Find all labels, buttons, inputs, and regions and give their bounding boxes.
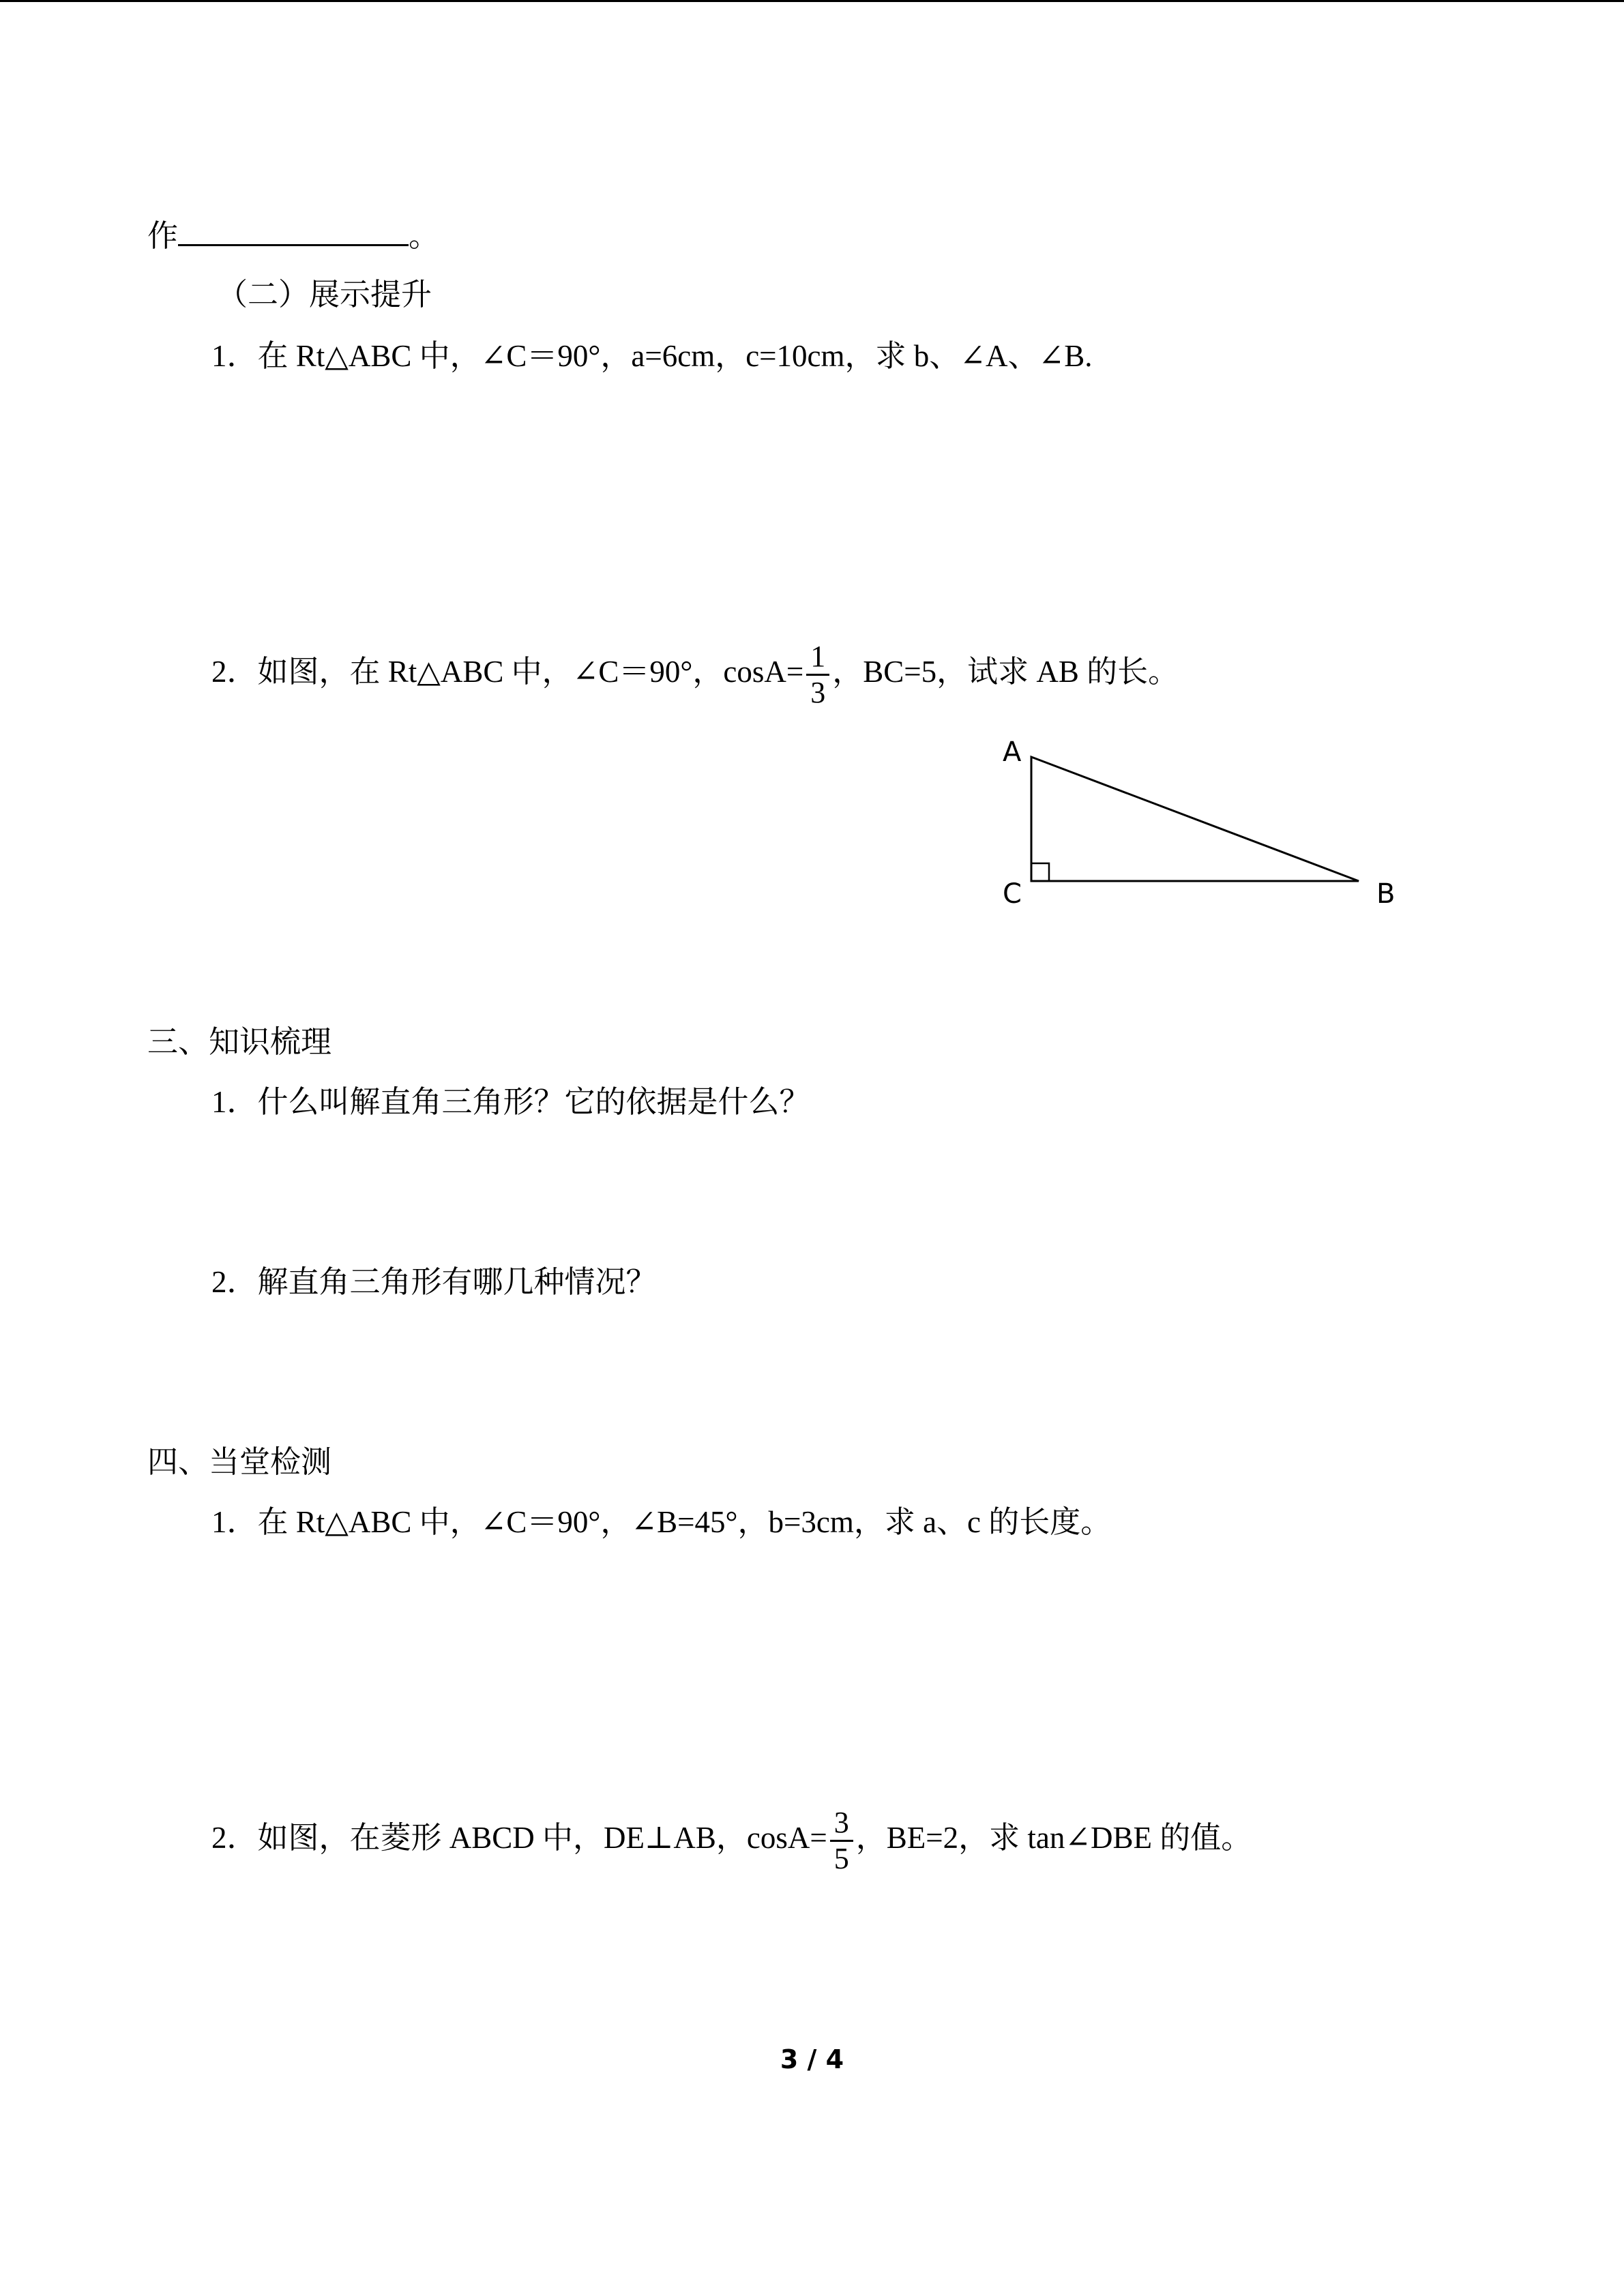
question-number: 1．	[211, 1085, 258, 1119]
fraction-denominator: 5	[833, 1842, 849, 1875]
question-number: 2．	[211, 1265, 258, 1299]
review-question-2	[211, 1263, 657, 1301]
page-number: 3 / 4	[780, 2044, 844, 2074]
display-question-2	[211, 640, 1179, 710]
question-text-after: ，BC=5，试求 AB 的长。	[832, 654, 1179, 689]
right-angle-mark	[1031, 863, 1049, 881]
test-question-2	[211, 1806, 1252, 1876]
vertex-label-a: A	[1003, 736, 1022, 768]
question-text: 在 Rt△ABC 中，∠C＝90°，a=6cm，c=10cm，求 b、∠A、∠B.	[257, 339, 1093, 373]
review-question-1	[211, 1083, 810, 1121]
question-text: 在 Rt△ABC 中，∠C＝90°，∠B=45°，b=3cm，求 a、c 的长度。	[257, 1505, 1112, 1539]
question-text: 什么叫解直角三角形？它的依据是什么？	[257, 1085, 810, 1119]
section-test-heading: 四、当堂检测	[147, 1445, 332, 1479]
section-display-heading: （二）展示提升	[217, 278, 432, 312]
carryover-prefix: 作	[147, 219, 179, 253]
fraction-denominator: 3	[810, 676, 826, 709]
fraction-numerator: 3	[830, 1806, 853, 1842]
fraction-numerator: 1	[806, 640, 829, 676]
question-number: 1．	[211, 1505, 258, 1539]
question-number: 2．	[211, 654, 258, 689]
triangle-abc	[1031, 757, 1359, 881]
vertex-label-c: C	[1003, 878, 1022, 910]
answer-blank	[178, 217, 409, 246]
question-text-after: ，BE=2，求 tan∠DBE 的值。	[855, 1820, 1252, 1855]
top-border-rule	[0, 0, 1624, 2]
question-number: 1．	[211, 339, 258, 373]
question-text-before: 如图，在菱形 ABCD 中，DE⊥AB，cosA=	[257, 1820, 827, 1855]
question-text: 解直角三角形有哪几种情况？	[257, 1265, 657, 1299]
test-question-1	[211, 1503, 1111, 1541]
question-number: 2．	[211, 1820, 258, 1855]
carryover-suffix: 。	[409, 219, 440, 253]
right-triangle-figure	[982, 723, 1419, 927]
question-text-before: 如图，在 Rt△ABC 中，∠C＝90°，cosA=	[257, 654, 804, 689]
section-review-heading: 三、知识梳理	[147, 1025, 332, 1059]
carryover-line	[147, 217, 439, 255]
display-question-1	[211, 337, 1092, 375]
fraction-one-third	[806, 640, 829, 710]
fraction-three-fifths	[830, 1806, 853, 1876]
vertex-label-b: B	[1376, 878, 1396, 910]
